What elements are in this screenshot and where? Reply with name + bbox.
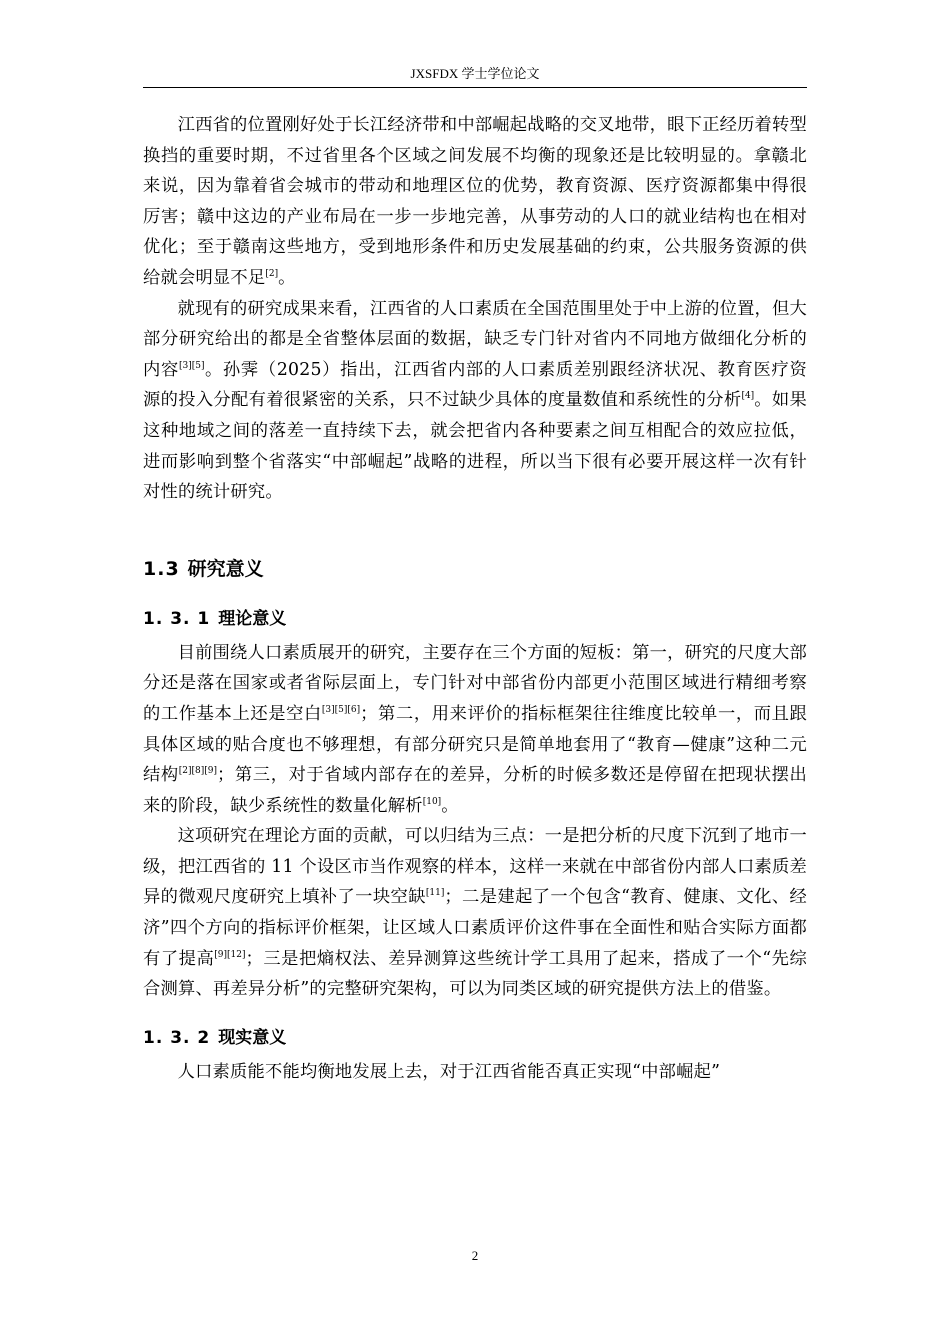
citation: [2][8][9] <box>178 766 218 777</box>
paragraph-text: 。 <box>441 795 459 816</box>
paragraph-theoretical-contribution <box>143 821 807 1005</box>
subsection-title: 理论意义 <box>218 608 287 629</box>
section-heading <box>143 554 807 594</box>
paragraph-text: ；第二，用来评价的指标框架往往维度比较单一，而且跟具体区域的贴合度也不够理想，有部分研究只是简单地套用了“教育—健康”这种二元结构 <box>143 703 807 786</box>
paragraph-text: 。 <box>278 267 296 288</box>
citation: [4] <box>741 391 755 402</box>
page-number: 2 <box>471 1248 479 1263</box>
citation: [2] <box>265 268 279 279</box>
paragraph-text: 人口素质能不能均衡地发展上去，对于江西省能否真正实现“中部崛起” <box>177 1061 721 1082</box>
section-title: 研究意义 <box>187 557 264 580</box>
paragraph-research-gaps <box>143 638 807 822</box>
paragraph-text: ；二是建起了一个包含“教育、健康、文化、经济”四个方向的指标评价框架，让区域人口素质评价这件事在全面性和贴合实际方面都有了提高 <box>143 887 807 969</box>
paragraph-text: ；三是把熵权法、差异测算这些统计学工具用了起来，搭成了一个“先综合测算、再差异分析”的完整研究架构，可以为同类区域的研究提供方法上的借鉴。 <box>143 948 807 1000</box>
subsection-heading-practice <box>143 1023 807 1053</box>
citation: [9][12] <box>214 949 246 960</box>
citation: [3][5] <box>178 360 205 371</box>
paragraph-text: 目前围绕人口素质展开的研究，主要存在三个方面的短板：第一，研究的尺度大部分还是落在国家或者省际层面上，专门针对中部省份内部更小范围区域进行精细考察的工作基本上还是空白 <box>143 642 807 724</box>
paragraph-text: ；第三，对于省域内部存在的差异，分析的时候多数还是停留在把现状摆出来的阶段，缺少系统性的数量化解析 <box>143 765 807 816</box>
subsection-heading-theory <box>143 604 807 634</box>
paragraph-text: 。孙霁（2025）指出，江西省内部的人口素质差别跟经济状况、教育医疗资源的投入分配有着很紧密的关系，只不过缺少具体的度量数值和系统性的分析 <box>143 359 807 411</box>
paragraph-existing-research <box>143 294 807 508</box>
paragraph-text: 。如果这种地域之间的落差一直持续下去，就会把省内各种要素之间互相配合的效应拉低，进而影响到整个省落实“中部崛起”战略的进程，所以当下很有必要开展这样一次有针对性的统计研究。 <box>143 390 807 503</box>
citation: [10] <box>422 796 442 807</box>
page-body <box>143 110 807 1087</box>
paragraph-text: 这项研究在理论方面的贡献，可以归结为三点：一是把分析的尺度下沉到了地市一级，把江西省的 11 个设区市当作观察的样本，这样一来就在中部省份内部人口素质差异的微观尺度研究上填补了一块空缺 <box>143 826 807 908</box>
paragraph-practical-significance <box>143 1057 807 1088</box>
paragraph-text: 就现有的研究成果来看，江西省的人口素质在全国范围里处于中上游的位置，但大部分研究给出的都是全省整体层面的数据，缺乏专门针对省内不同地方做细化分析的内容 <box>143 298 807 380</box>
paragraph-text: 江西省的位置刚好处于长江经济带和中部崛起战略的交叉地带，眼下正经历着转型换挡的重要时期，不过省里各个区域之间发展不均衡的现象还是比较明显的。拿赣北来说，因为靠着省会城市的带动和地理区位的优势，教育资源、医疗资源都集中得很厉害；赣中这边的产业布局在一步一步地完善，从事劳动的人口的就业结构也在相对优化；至于赣南这些地方，受到地形条件和历史发展基础的约束，公共服务资源的供给就会明显不足 <box>143 115 807 288</box>
citation: [3][5][6] <box>321 704 361 715</box>
subsection-number: 1. 3. 2 <box>143 1027 211 1048</box>
section-number: 1.3 <box>143 557 180 580</box>
subsection-number: 1. 3. 1 <box>143 608 211 629</box>
header-divider <box>143 87 807 88</box>
subsection-title: 现实意义 <box>218 1027 287 1048</box>
running-header: JXSFDX 学士学位论文 <box>410 66 540 81</box>
citation: [11] <box>425 888 445 899</box>
paragraph-regional-imbalance <box>143 110 807 294</box>
